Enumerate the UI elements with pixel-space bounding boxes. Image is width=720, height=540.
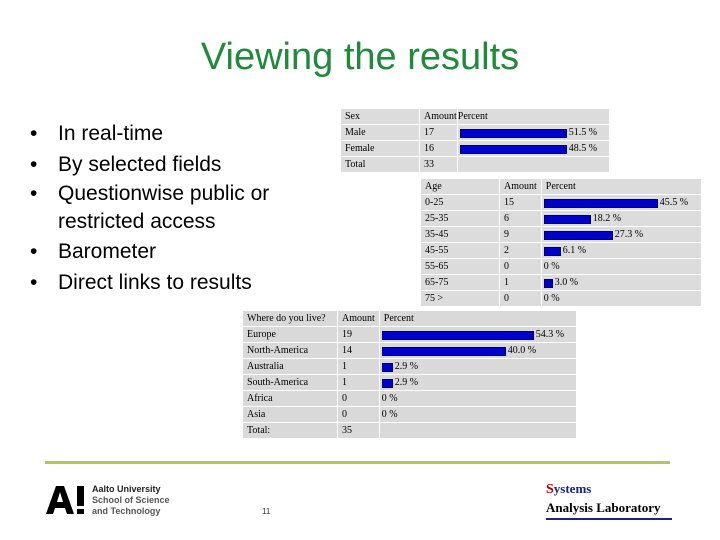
bar-cell: [380, 375, 576, 390]
bullet-item: • Barometer: [28, 236, 328, 267]
percent-bar: [382, 331, 534, 340]
page-number: 11: [262, 507, 271, 516]
table-row: [243, 391, 577, 407]
aalto-logo-icon: [44, 484, 88, 516]
row-amount: 1: [338, 375, 380, 391]
total-row: [341, 157, 610, 173]
header-cell: Percent: [541, 179, 701, 195]
aalto-text: [92, 484, 170, 517]
bar-cell: [380, 343, 576, 358]
bar-cell: [542, 211, 701, 226]
table-row: [243, 327, 577, 343]
bar-cell: [542, 275, 701, 290]
table-row: [341, 125, 610, 141]
header-cell: Where do you live?: [243, 311, 338, 327]
percent-label: 54.3 %: [535, 329, 565, 340]
table-row: [421, 195, 702, 211]
percent-label: 18.2 %: [592, 213, 622, 224]
bullet-item: • Questionwise public or restricted access: [28, 180, 328, 236]
row-amount: 17: [420, 125, 458, 141]
bar-cell: [380, 391, 576, 406]
row-amount: 0: [338, 407, 380, 423]
sex-results-table: [340, 108, 610, 173]
total-value: 33: [420, 157, 458, 173]
sal-logo: [546, 480, 672, 520]
row-label: 75 >: [421, 291, 500, 307]
aalto-line: Aalto University: [92, 484, 161, 494]
percent-label: 51.5 %: [568, 127, 598, 138]
slide-title: Viewing the results: [200, 36, 520, 78]
age-results-table: [420, 178, 702, 307]
row-label: Europe: [243, 327, 338, 343]
percent-label: 40.0 %: [507, 345, 537, 356]
header-cell: Amount: [420, 109, 458, 125]
total-label: Total:: [243, 423, 338, 439]
percent-bar: [544, 199, 658, 208]
aalto-line: School of Science: [92, 495, 170, 505]
row-label: Africa: [243, 391, 338, 407]
percent-bar: [382, 347, 506, 356]
row-amount: 19: [338, 327, 380, 343]
total-value: 35: [338, 423, 380, 439]
bar-cell: [542, 243, 701, 258]
row-amount: 16: [420, 141, 458, 157]
bar-cell: [380, 359, 576, 374]
location-results-table: [242, 310, 577, 439]
percent-label: 6.1 %: [562, 245, 587, 256]
bar-cell: [542, 259, 701, 274]
sal-line2: Analysis Laboratory: [546, 500, 661, 515]
row-label: 45-55: [421, 243, 500, 259]
percent-label: 48.5 %: [568, 143, 598, 154]
table-row: [341, 141, 610, 157]
total-label: Total: [341, 157, 420, 173]
table-header-row: [341, 109, 610, 125]
table-row: [421, 291, 702, 307]
row-amount: 15: [500, 195, 542, 211]
row-amount: 9: [500, 227, 542, 243]
percent-bar: [460, 145, 567, 154]
table-row: [421, 227, 702, 243]
percent-bar: [382, 379, 393, 388]
row-amount: 0: [338, 391, 380, 407]
sal-underline: [546, 518, 672, 520]
row-amount: 6: [500, 211, 542, 227]
row-amount: 14: [338, 343, 380, 359]
row-label: Australia: [243, 359, 338, 375]
row-label: Asia: [243, 407, 338, 423]
table-header-row: [243, 311, 577, 327]
percent-label: 0 %: [381, 393, 398, 404]
row-label: 25-35: [421, 211, 500, 227]
table-row: [421, 275, 702, 291]
percent-bar: [460, 129, 567, 138]
bullet-item: • By selected fields: [28, 149, 328, 180]
table-row: [243, 359, 577, 375]
percent-bar: [544, 231, 613, 240]
row-amount: 1: [500, 275, 542, 291]
table-row: [421, 259, 702, 275]
bar-cell: [380, 327, 576, 342]
bar-cell: [542, 195, 701, 210]
bullet-list: [28, 118, 328, 298]
percent-label: 0 %: [543, 261, 560, 272]
total-row: [243, 423, 577, 439]
percent-label: 27.3 %: [614, 229, 644, 240]
row-label: 0-25: [421, 195, 500, 211]
header-cell: Amount: [338, 311, 380, 327]
bar-cell: [458, 125, 609, 140]
table-row: [243, 375, 577, 391]
percent-label: 2.9 %: [394, 361, 419, 372]
percent-label: 3.0 %: [554, 277, 579, 288]
table-row: [421, 211, 702, 227]
aalto-logo: [44, 484, 88, 521]
bar-cell: [458, 141, 609, 156]
sal-line1: ystems: [553, 481, 592, 496]
row-amount: 0: [500, 259, 542, 275]
row-amount: 1: [338, 359, 380, 375]
percent-bar: [544, 215, 591, 224]
percent-bar: [544, 279, 553, 288]
bar-cell: [380, 407, 576, 422]
bar-cell: [542, 291, 701, 306]
sal-initial: S: [546, 482, 554, 497]
table-row: [243, 407, 577, 423]
header-cell: Percent: [457, 109, 609, 125]
row-label: 35-45: [421, 227, 500, 243]
percent-bar: [544, 247, 561, 256]
row-label: Female: [341, 141, 420, 157]
table-header-row: [421, 179, 702, 195]
row-amount: 2: [500, 243, 542, 259]
header-cell: Percent: [379, 311, 576, 327]
row-label: 65-75: [421, 275, 500, 291]
header-cell: Sex: [341, 109, 420, 125]
percent-label: 0 %: [543, 293, 560, 304]
percent-label: 45.5 %: [659, 197, 689, 208]
table-row: [243, 343, 577, 359]
bar-cell: [542, 227, 701, 242]
table-row: [421, 243, 702, 259]
footer-divider: [45, 461, 670, 464]
row-amount: 0: [500, 291, 542, 307]
percent-bar: [382, 363, 393, 372]
header-cell: Age: [421, 179, 500, 195]
header-cell: Amount: [500, 179, 542, 195]
aalto-line: and Technology: [92, 506, 161, 516]
row-label: North-America: [243, 343, 338, 359]
row-label: South-America: [243, 375, 338, 391]
percent-label: 2.9 %: [394, 377, 419, 388]
percent-label: 0 %: [381, 409, 398, 420]
row-label: 55-65: [421, 259, 500, 275]
row-label: Male: [341, 125, 420, 141]
bullet-item: • Direct links to results: [28, 267, 328, 298]
bullet-item: • In real-time: [28, 118, 328, 149]
